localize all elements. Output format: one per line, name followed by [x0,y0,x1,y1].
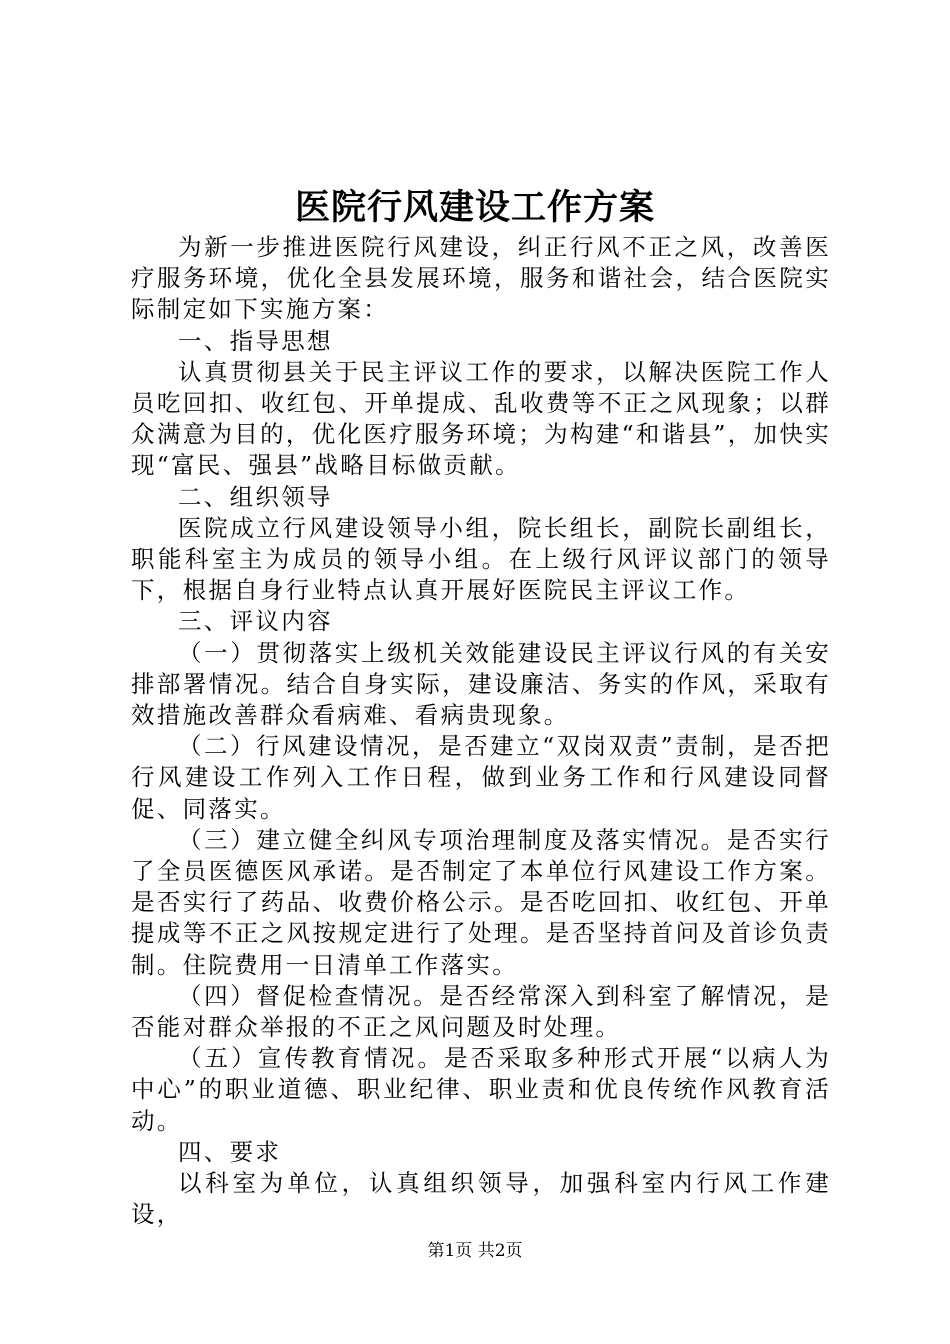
section-heading-guiding-ideology: 一、指导思想 [178,326,333,355]
section-heading-evaluation-content: 三、评议内容 [178,607,333,636]
document-body [131,232,831,1231]
requirements-paragraph: 以科室为单位，认真组织领导，加强科室内行风工作建设， [131,1169,831,1229]
evaluation-item-2: （二）行风建设情况，是否建立“双岗双责”责制，是否把行风建设工作列入工作日程，做到业务工作和行风建设同督促、同落实。 [131,732,831,823]
evaluation-item-4: （四）督促检查情况。是否经常深入到科室了解情况，是否能对群众举报的不正之风问题及时处理。 [131,981,831,1042]
evaluation-item-1: （一）贯彻落实上级机关效能建设民主评议行风的有关安排部署情况。结合自身实际，建设廉洁、务实的作风，采取有效措施改善群众看病难、看病贵现象。 [131,638,831,730]
section-heading-requirements: 四、要求 [178,1137,282,1166]
organization-paragraph: 医院成立行风建设领导小组，院长组长，副院长副组长，职能科室主为成员的领导小组。在上级行风评议部门的领导下，根据自身行业特点认真开展好医院民主评议工作。 [131,513,831,605]
evaluation-item-5: （五）宣传教育情况。是否采取多种形式开展“以病人为中心”的职业道德、职业纪律、职业责和优良传统作风教育活动。 [131,1044,831,1135]
page-number-footer: 第1页 共2页 [427,1241,523,1261]
guiding-ideology-paragraph: 认真贯彻县关于民主评议工作的要求，以解决医院工作人员吃回扣、收红包、开单提成、乱收费等不正之风现象；以群众满意为目的，优化医疗服务环境；为构建“和谐县”，加快实现“富民、强县”战略目标做贡献。 [131,357,831,480]
evaluation-item-3: （三）建立健全纠风专项治理制度及落实情况。是否实行了全员医德医风承诺。是否制定了本单位行风建设工作方案。是否实行了药品、收费价格公示。是否吃回扣、收红包、开单提成等不正之风按规定进行了处理。是否坚持首问及首诊负责制。住院费用一日清单工作落实。 [131,825,831,979]
intro-paragraph: 为新一步推进医院行风建设，纠正行风不正之风，改善医疗服务环境，优化全县发展环境，服务和谐社会，结合医院实际制定如下实施方案： [131,233,831,324]
document-title: 医院行风建设工作方案 [294,187,655,228]
section-heading-organization: 二、组织领导 [178,482,333,511]
